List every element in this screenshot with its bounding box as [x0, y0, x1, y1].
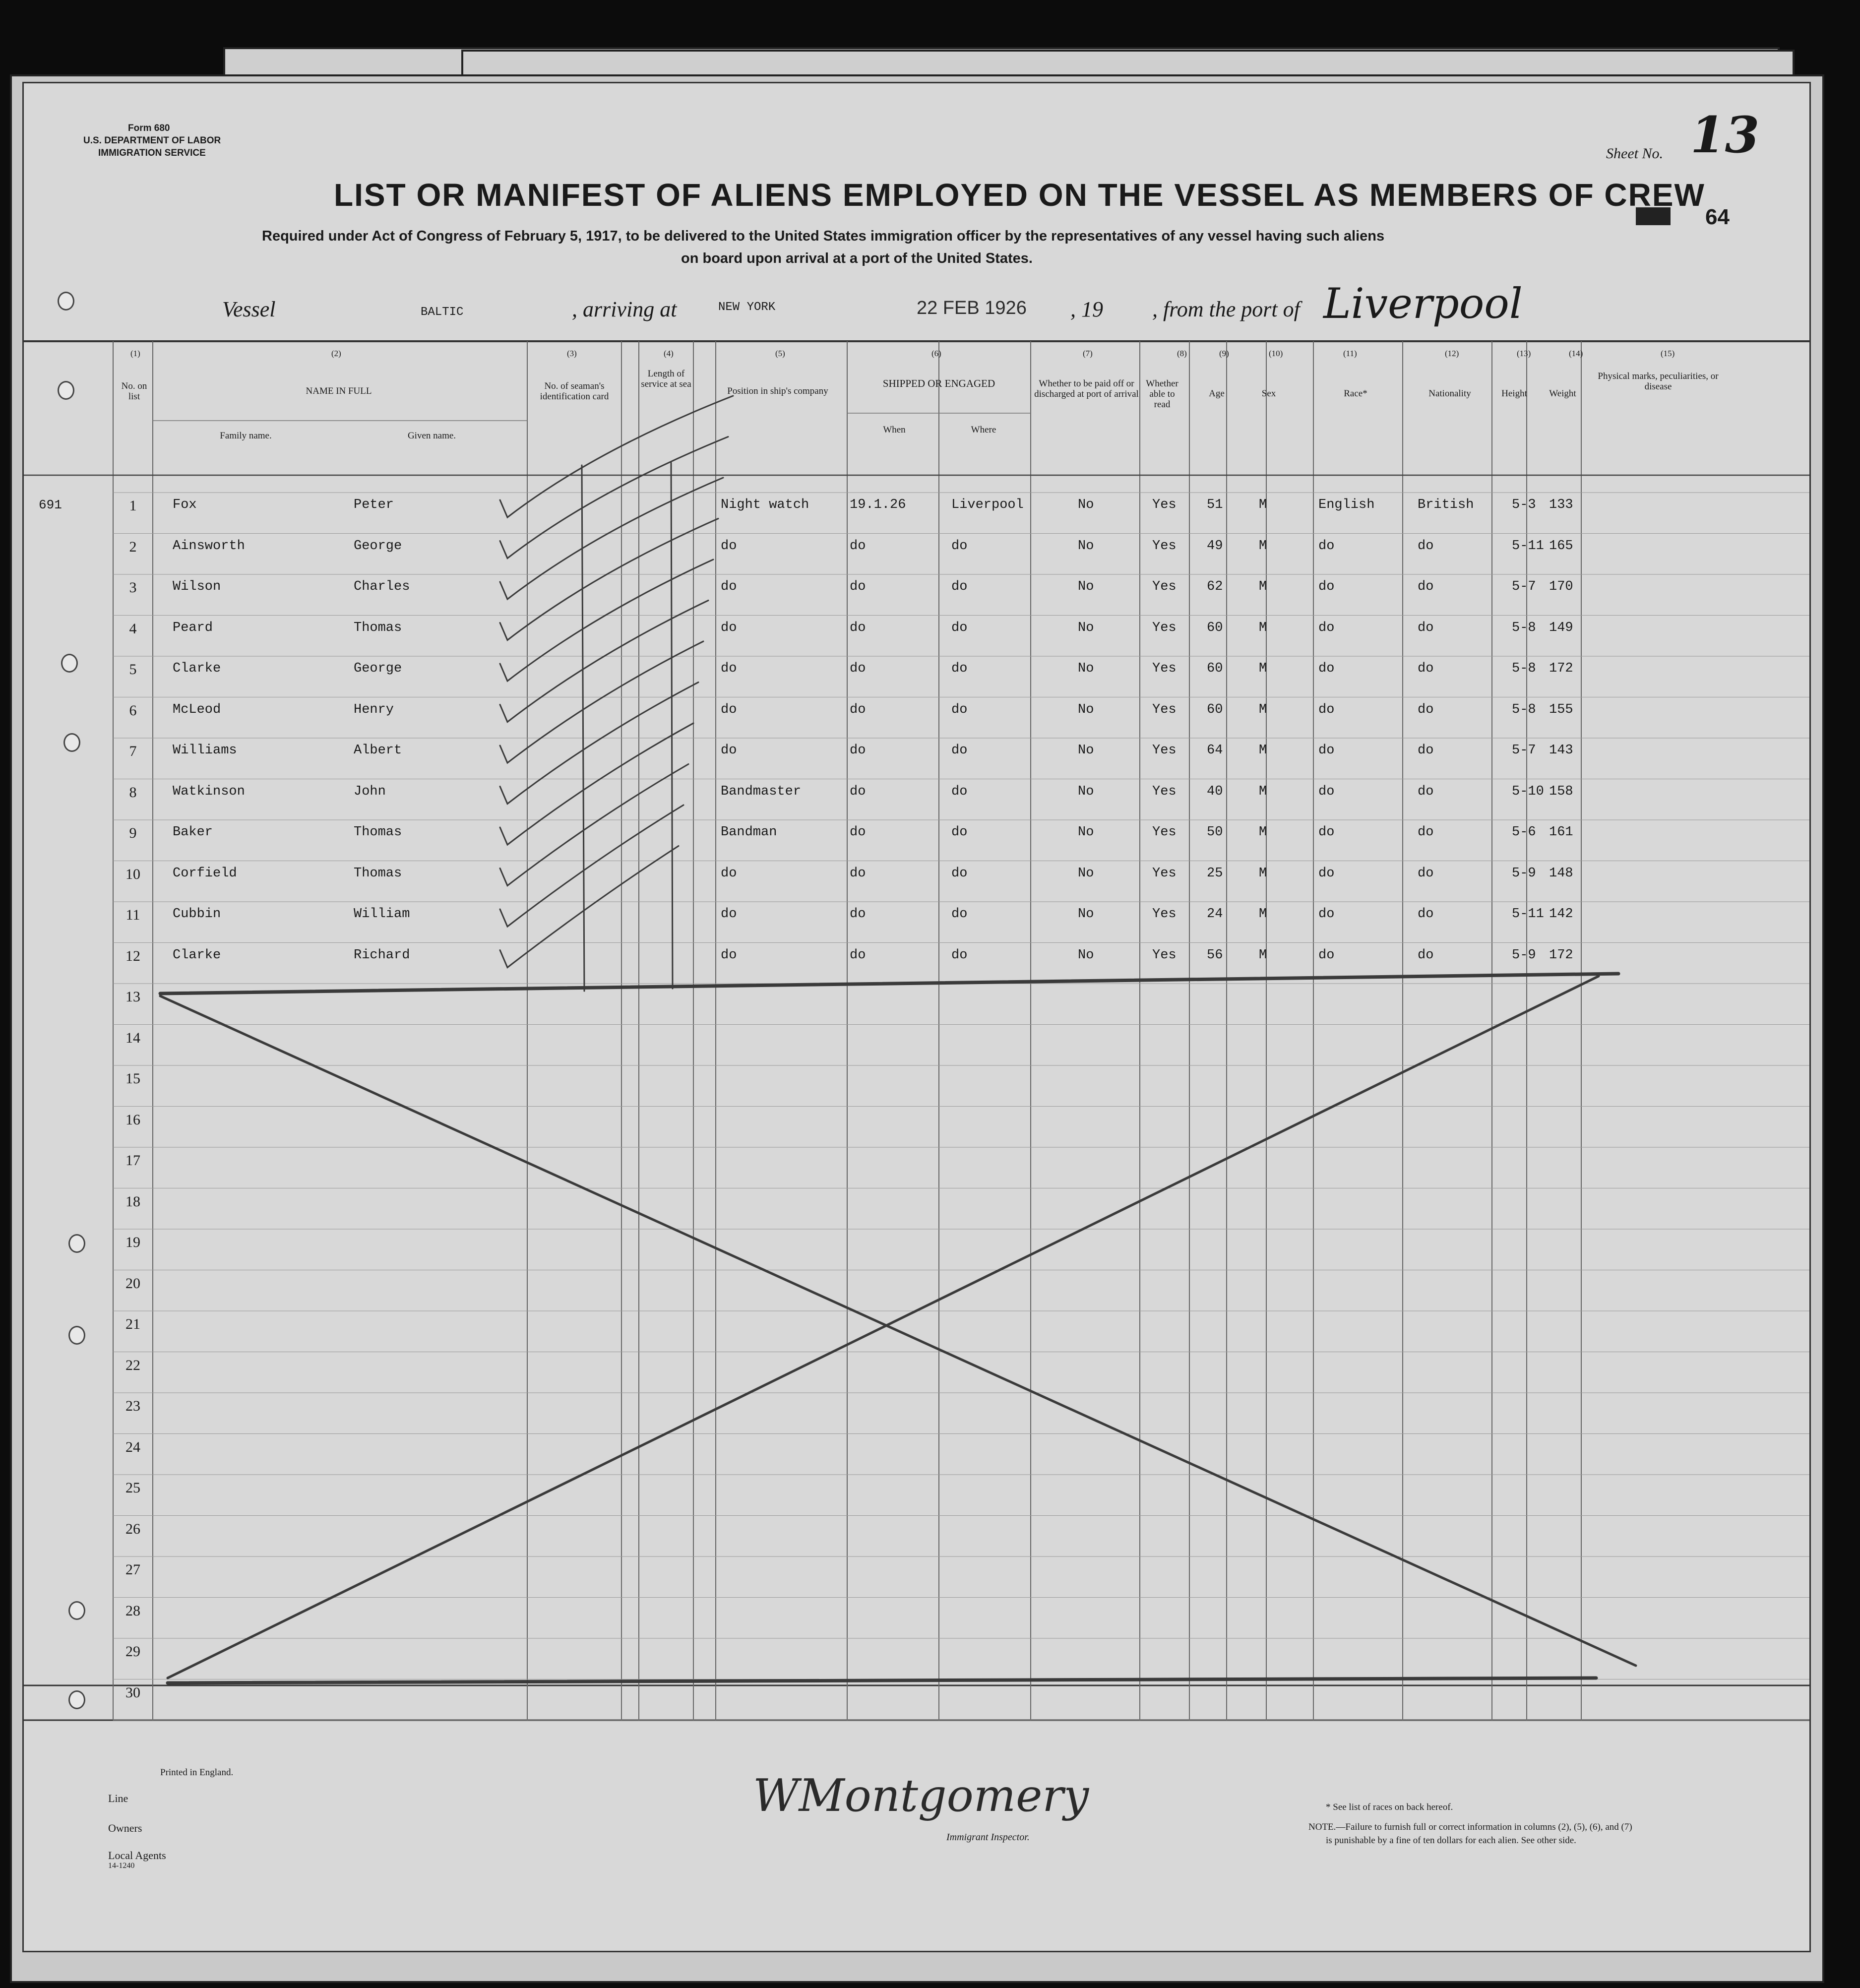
age-cell: 60 [1207, 661, 1223, 676]
weight-cell: 158 [1549, 784, 1573, 799]
nationality-cell: do [1418, 620, 1434, 635]
note-races: * See list of races on back hereof. [1326, 1802, 1453, 1812]
shipped-where-cell: do [951, 825, 968, 840]
col-physical-marks: Physical marks, peculiarities, or disease [1598, 371, 1719, 392]
service: IMMIGRATION SERVICE [98, 148, 206, 158]
shipped-where-cell: do [951, 907, 968, 922]
paid-off-cell: No [1078, 947, 1094, 963]
check-mark [500, 601, 708, 722]
shipped-where-cell: do [951, 661, 968, 676]
family-name-cell: Peard [173, 620, 213, 635]
crew-row-number: 5 [129, 661, 137, 678]
col-height: Height [1501, 388, 1527, 399]
able-read-cell: Yes [1152, 743, 1177, 758]
age-cell: 51 [1207, 497, 1223, 512]
height-cell: 5-11 [1512, 907, 1544, 922]
check-mark [500, 559, 713, 681]
shipped-when-cell: do [850, 661, 866, 676]
paid-off-cell: No [1078, 661, 1094, 676]
sex-cell: M [1259, 907, 1267, 922]
nationality-cell: do [1418, 866, 1434, 881]
crew-row-number: 9 [129, 825, 137, 841]
margin-number: 691 [39, 497, 62, 512]
family-name-cell: Ainsworth [173, 538, 245, 554]
crew-row-number: 1 [129, 497, 137, 514]
col-shipped-engaged: SHIPPED OR ENGAGED [882, 377, 995, 389]
given-name-cell: Charles [354, 579, 410, 594]
column-number: (7) [1083, 349, 1093, 358]
shipped-when-cell: do [850, 907, 866, 922]
check-mark [500, 846, 679, 968]
weight-cell: 172 [1549, 947, 1573, 963]
sex-cell: M [1259, 702, 1267, 717]
position-cell: Bandmaster [721, 784, 802, 799]
race-cell: do [1318, 743, 1335, 758]
family-name-cell: Fox [173, 497, 197, 512]
weight-cell: 148 [1549, 866, 1573, 881]
weight-cell: 143 [1549, 743, 1573, 758]
shipped-where-cell: do [951, 866, 968, 881]
position-cell: do [721, 743, 737, 758]
crew-row-number: 12 [125, 947, 140, 964]
sex-cell: M [1259, 620, 1267, 635]
empty-row-number: 23 [125, 1398, 140, 1414]
age-cell: 60 [1207, 702, 1223, 717]
height-cell: 5-9 [1512, 947, 1536, 963]
printed-in-label: Printed in England. [160, 1767, 234, 1778]
position-cell: do [721, 661, 737, 676]
height-cell: 5-6 [1512, 825, 1536, 840]
shipped-where-cell: do [951, 702, 968, 717]
race-cell: do [1318, 784, 1335, 799]
paid-off-cell: No [1078, 907, 1094, 922]
height-cell: 5-10 [1512, 784, 1544, 799]
column-number: (9) [1219, 349, 1229, 358]
family-name-cell: Cubbin [173, 907, 221, 922]
col-position: Position in ship's company [727, 386, 828, 396]
race-cell: English [1318, 497, 1375, 512]
col-when: When [883, 425, 906, 435]
check-mark [500, 641, 703, 763]
given-name-cell: George [354, 538, 402, 554]
nationality-cell: do [1418, 907, 1434, 922]
column-number: (13) [1517, 349, 1531, 358]
empty-row-number: 26 [125, 1520, 140, 1537]
nationality-cell: do [1418, 702, 1434, 717]
paid-off-cell: No [1078, 620, 1094, 635]
col-age: Age [1209, 388, 1225, 399]
nationality-cell: do [1418, 538, 1434, 554]
given-name-cell: Thomas [354, 825, 402, 840]
family-name-cell: Clarke [173, 661, 221, 676]
shipped-where-cell: do [951, 947, 968, 963]
note-line2: is punishable by a fine of ten dollars for each alien. See other side. [1326, 1835, 1576, 1846]
paid-off-cell: No [1078, 702, 1094, 717]
weight-cell: 155 [1549, 702, 1573, 717]
check-mark [500, 683, 698, 804]
shipped-when-cell: do [850, 947, 866, 963]
cancellation-marks [24, 83, 1809, 1951]
manifest-sheet [22, 82, 1811, 1952]
able-read-cell: Yes [1152, 784, 1177, 799]
sex-cell: M [1259, 661, 1267, 676]
empty-row-number: 27 [125, 1561, 140, 1578]
paid-off-cell: No [1078, 579, 1094, 594]
crew-row-number: 6 [129, 702, 137, 719]
sex-cell: M [1259, 825, 1267, 840]
from-port: Liverpool [1323, 279, 1523, 328]
date-stamp: 22 FEB 1926 [917, 298, 1027, 318]
empty-row-number: 25 [125, 1480, 140, 1496]
vessel-label: Vessel [222, 297, 276, 321]
sex-cell: M [1259, 497, 1267, 512]
col-family-name: Family name. [220, 431, 272, 441]
position-cell: do [721, 702, 737, 717]
vessel-name: BALTIC [421, 306, 464, 319]
weight-cell: 170 [1549, 579, 1573, 594]
crew-row-number: 4 [129, 620, 137, 637]
weight-cell: 133 [1549, 497, 1573, 512]
crew-row-number: 11 [125, 907, 140, 923]
inspector-label: Immigrant Inspector. [946, 1832, 1030, 1843]
height-cell: 5-11 [1512, 538, 1544, 554]
year-label: , 19 [1070, 297, 1103, 321]
crew-row-number: 7 [129, 743, 137, 759]
age-cell: 60 [1207, 620, 1223, 635]
height-cell: 5-8 [1512, 702, 1536, 717]
col-no-on-list: No. on list [121, 381, 147, 402]
column-number: (11) [1343, 349, 1357, 358]
sex-cell: M [1259, 866, 1267, 881]
arriving-label: , arriving at [572, 297, 677, 321]
nationality-cell: do [1418, 743, 1434, 758]
col-race: Race* [1344, 388, 1367, 399]
nationality-cell: British [1418, 497, 1474, 512]
race-cell: do [1318, 620, 1335, 635]
note-line1: NOTE.—Failure to furnish full or correct information in columns (2), (5), (6), and (7) [1308, 1822, 1632, 1832]
able-read-cell: Yes [1152, 825, 1177, 840]
owners-label: Owners [108, 1822, 142, 1834]
given-name-cell: Albert [354, 743, 402, 758]
empty-row-number: 19 [125, 1234, 140, 1250]
empty-row-number: 15 [125, 1070, 140, 1087]
able-read-cell: Yes [1152, 661, 1177, 676]
age-cell: 25 [1207, 866, 1223, 881]
column-number: (14) [1569, 349, 1583, 358]
form-code: 14-1240 [108, 1862, 135, 1870]
col-name-in-full: NAME IN FULL [306, 386, 372, 396]
from-label: , from the port of [1152, 297, 1300, 321]
shipped-when-cell: do [850, 620, 866, 635]
empty-row-number: 28 [125, 1602, 140, 1619]
crew-row-number: 3 [129, 579, 137, 596]
cancel-line-top [160, 974, 1618, 994]
family-name-cell: Wilson [173, 579, 221, 594]
able-read-cell: Yes [1152, 579, 1177, 594]
given-name-cell: John [354, 784, 386, 799]
cancel-diagonal [160, 996, 1636, 1666]
empty-row-number: 22 [125, 1357, 140, 1373]
page-title: LIST OR MANIFEST OF ALIENS EMPLOYED ON THE VESSEL AS MEMBERS OF CREW [334, 177, 1705, 213]
given-name-cell: George [354, 661, 402, 676]
shipped-where-cell: do [951, 743, 968, 758]
shipped-where-cell: do [951, 620, 968, 635]
empty-row-number: 21 [125, 1316, 140, 1332]
col-weight: Weight [1549, 388, 1576, 399]
height-cell: 5-8 [1512, 661, 1536, 676]
shipped-when-cell: do [850, 702, 866, 717]
crew-row-number: 2 [129, 538, 137, 555]
able-read-cell: Yes [1152, 620, 1177, 635]
sheet-label: Sheet No. [1606, 145, 1663, 162]
empty-row-number: 29 [125, 1643, 140, 1660]
sex-cell: M [1259, 743, 1267, 758]
sheet-number: 13 [1690, 106, 1760, 164]
shipped-when-cell: do [850, 866, 866, 881]
able-read-cell: Yes [1152, 702, 1177, 717]
col-paid-off: Whether to be paid off or discharged at port of arrival [1034, 378, 1139, 399]
column-number: (2) [331, 349, 341, 358]
crew-row-number: 8 [129, 784, 137, 801]
given-name-cell: Thomas [354, 866, 402, 881]
empty-row-number: 24 [125, 1438, 140, 1455]
empty-row-number: 20 [125, 1275, 140, 1292]
column-number: (5) [775, 349, 785, 358]
position-cell: do [721, 907, 737, 922]
inspector-signature: WMontgomery [753, 1770, 1089, 1822]
subtitle-line1: Required under Act of Congress of February 5, 1917, to be delivered to the United States immigration officer by the representatives of any vessel having such aliens [262, 228, 1385, 244]
race-cell: do [1318, 579, 1335, 594]
race-cell: do [1318, 825, 1335, 840]
age-cell: 50 [1207, 825, 1223, 840]
height-cell: 5-3 [1512, 497, 1536, 512]
family-name-cell: Clarke [173, 947, 221, 963]
column-number: (4) [664, 349, 674, 358]
col-seaman-card: No. of seaman's identification card [540, 381, 609, 402]
col-given-name: Given name. [407, 431, 456, 441]
stamp-number: 64 [1705, 205, 1730, 229]
position-cell: do [721, 866, 737, 881]
race-cell: do [1318, 866, 1335, 881]
shipped-when-cell: do [850, 579, 866, 594]
able-read-cell: Yes [1152, 497, 1177, 512]
position-cell: Night watch [721, 497, 809, 512]
col-where: Where [971, 425, 996, 435]
column-number: (8) [1177, 349, 1187, 358]
check-mark [500, 519, 718, 640]
paid-off-cell: No [1078, 743, 1094, 758]
local-agents-label: Local Agents [108, 1849, 166, 1862]
col-sex: Sex [1261, 388, 1276, 399]
crew-row-number: 10 [125, 866, 140, 882]
shipped-where-cell: do [951, 579, 968, 594]
height-cell: 5-8 [1512, 620, 1536, 635]
given-name-cell: Thomas [354, 620, 402, 635]
able-read-cell: Yes [1152, 907, 1177, 922]
column-number: (1) [130, 349, 140, 358]
check-mark [500, 396, 733, 517]
shipped-when-cell: do [850, 743, 866, 758]
family-name-cell: Williams [173, 743, 237, 758]
empty-row-number: 30 [125, 1684, 140, 1701]
shipped-when-cell: 19.1.26 [850, 497, 906, 512]
given-name-cell: Richard [354, 947, 410, 963]
age-cell: 62 [1207, 579, 1223, 594]
race-cell: do [1318, 661, 1335, 676]
position-cell: Bandman [721, 825, 777, 840]
weight-cell: 172 [1549, 661, 1573, 676]
given-name-cell: Peter [354, 497, 394, 512]
race-cell: do [1318, 947, 1335, 963]
column-number: (10) [1269, 349, 1283, 358]
nationality-cell: do [1418, 784, 1434, 799]
empty-row-number: 18 [125, 1193, 140, 1210]
position-cell: do [721, 538, 737, 554]
empty-row-number: 16 [125, 1111, 140, 1128]
weight-cell: 165 [1549, 538, 1573, 554]
race-cell: do [1318, 538, 1335, 554]
col-nationality: Nationality [1428, 388, 1471, 399]
subtitle-line2: on board upon arrival at a port of the United States. [681, 250, 1033, 266]
col-able-read: Whether able to read [1146, 378, 1178, 410]
height-cell: 5-7 [1512, 743, 1536, 758]
age-cell: 64 [1207, 743, 1223, 758]
position-cell: do [721, 947, 737, 963]
column-number: (3) [567, 349, 577, 358]
age-cell: 49 [1207, 538, 1223, 554]
check-mark [500, 805, 683, 927]
paid-off-cell: No [1078, 538, 1094, 554]
able-read-cell: Yes [1152, 538, 1177, 554]
department: U.S. DEPARTMENT OF LABOR [83, 135, 221, 146]
nationality-cell: do [1418, 825, 1434, 840]
empty-row-number: 14 [125, 1029, 140, 1046]
height-cell: 5-7 [1512, 579, 1536, 594]
age-cell: 56 [1207, 947, 1223, 963]
shipped-when-cell: do [850, 784, 866, 799]
column-number: (6) [931, 349, 941, 358]
able-read-cell: Yes [1152, 866, 1177, 881]
col-length-service: Length of service at sea [641, 369, 691, 389]
age-cell: 24 [1207, 907, 1223, 922]
weight-cell: 142 [1549, 907, 1573, 922]
paid-off-cell: No [1078, 497, 1094, 512]
shipped-where-cell: Liverpool [951, 497, 1024, 512]
empty-row-number: 13 [125, 989, 140, 1005]
weight-cell: 161 [1549, 825, 1573, 840]
able-read-cell: Yes [1152, 947, 1177, 963]
age-cell: 40 [1207, 784, 1223, 799]
nationality-cell: do [1418, 661, 1434, 676]
given-name-cell: William [354, 907, 410, 922]
column-number: (15) [1661, 349, 1675, 358]
position-cell: do [721, 620, 737, 635]
family-name-cell: Watkinson [173, 784, 245, 799]
cancel-diagonal [168, 976, 1599, 1678]
cancel-line-bottom [168, 1678, 1596, 1683]
nationality-cell: do [1418, 579, 1434, 594]
paid-off-cell: No [1078, 866, 1094, 881]
family-name-cell: Baker [173, 825, 213, 840]
arriving-port: NEW YORK [718, 301, 776, 314]
race-cell: do [1318, 702, 1335, 717]
shipped-where-cell: do [951, 538, 968, 554]
family-name-cell: Corfield [173, 866, 237, 881]
sex-cell: M [1259, 579, 1267, 594]
pencil-vertical-line [671, 463, 673, 989]
sex-cell: M [1259, 947, 1267, 963]
empty-row-number: 17 [125, 1152, 140, 1169]
given-name-cell: Henry [354, 702, 394, 717]
height-cell: 5-9 [1512, 866, 1536, 881]
shipped-when-cell: do [850, 538, 866, 554]
nationality-cell: do [1418, 947, 1434, 963]
race-cell: do [1318, 907, 1335, 922]
weight-cell: 149 [1549, 620, 1573, 635]
paid-off-cell: No [1078, 784, 1094, 799]
shipped-where-cell: do [951, 784, 968, 799]
column-number: (12) [1445, 349, 1459, 358]
sex-cell: M [1259, 538, 1267, 554]
paid-off-cell: No [1078, 825, 1094, 840]
sex-cell: M [1259, 784, 1267, 799]
shipped-when-cell: do [850, 825, 866, 840]
position-cell: do [721, 579, 737, 594]
line-label: Line [108, 1792, 128, 1804]
form-number: Form 680 [128, 123, 170, 133]
family-name-cell: McLeod [173, 702, 221, 717]
